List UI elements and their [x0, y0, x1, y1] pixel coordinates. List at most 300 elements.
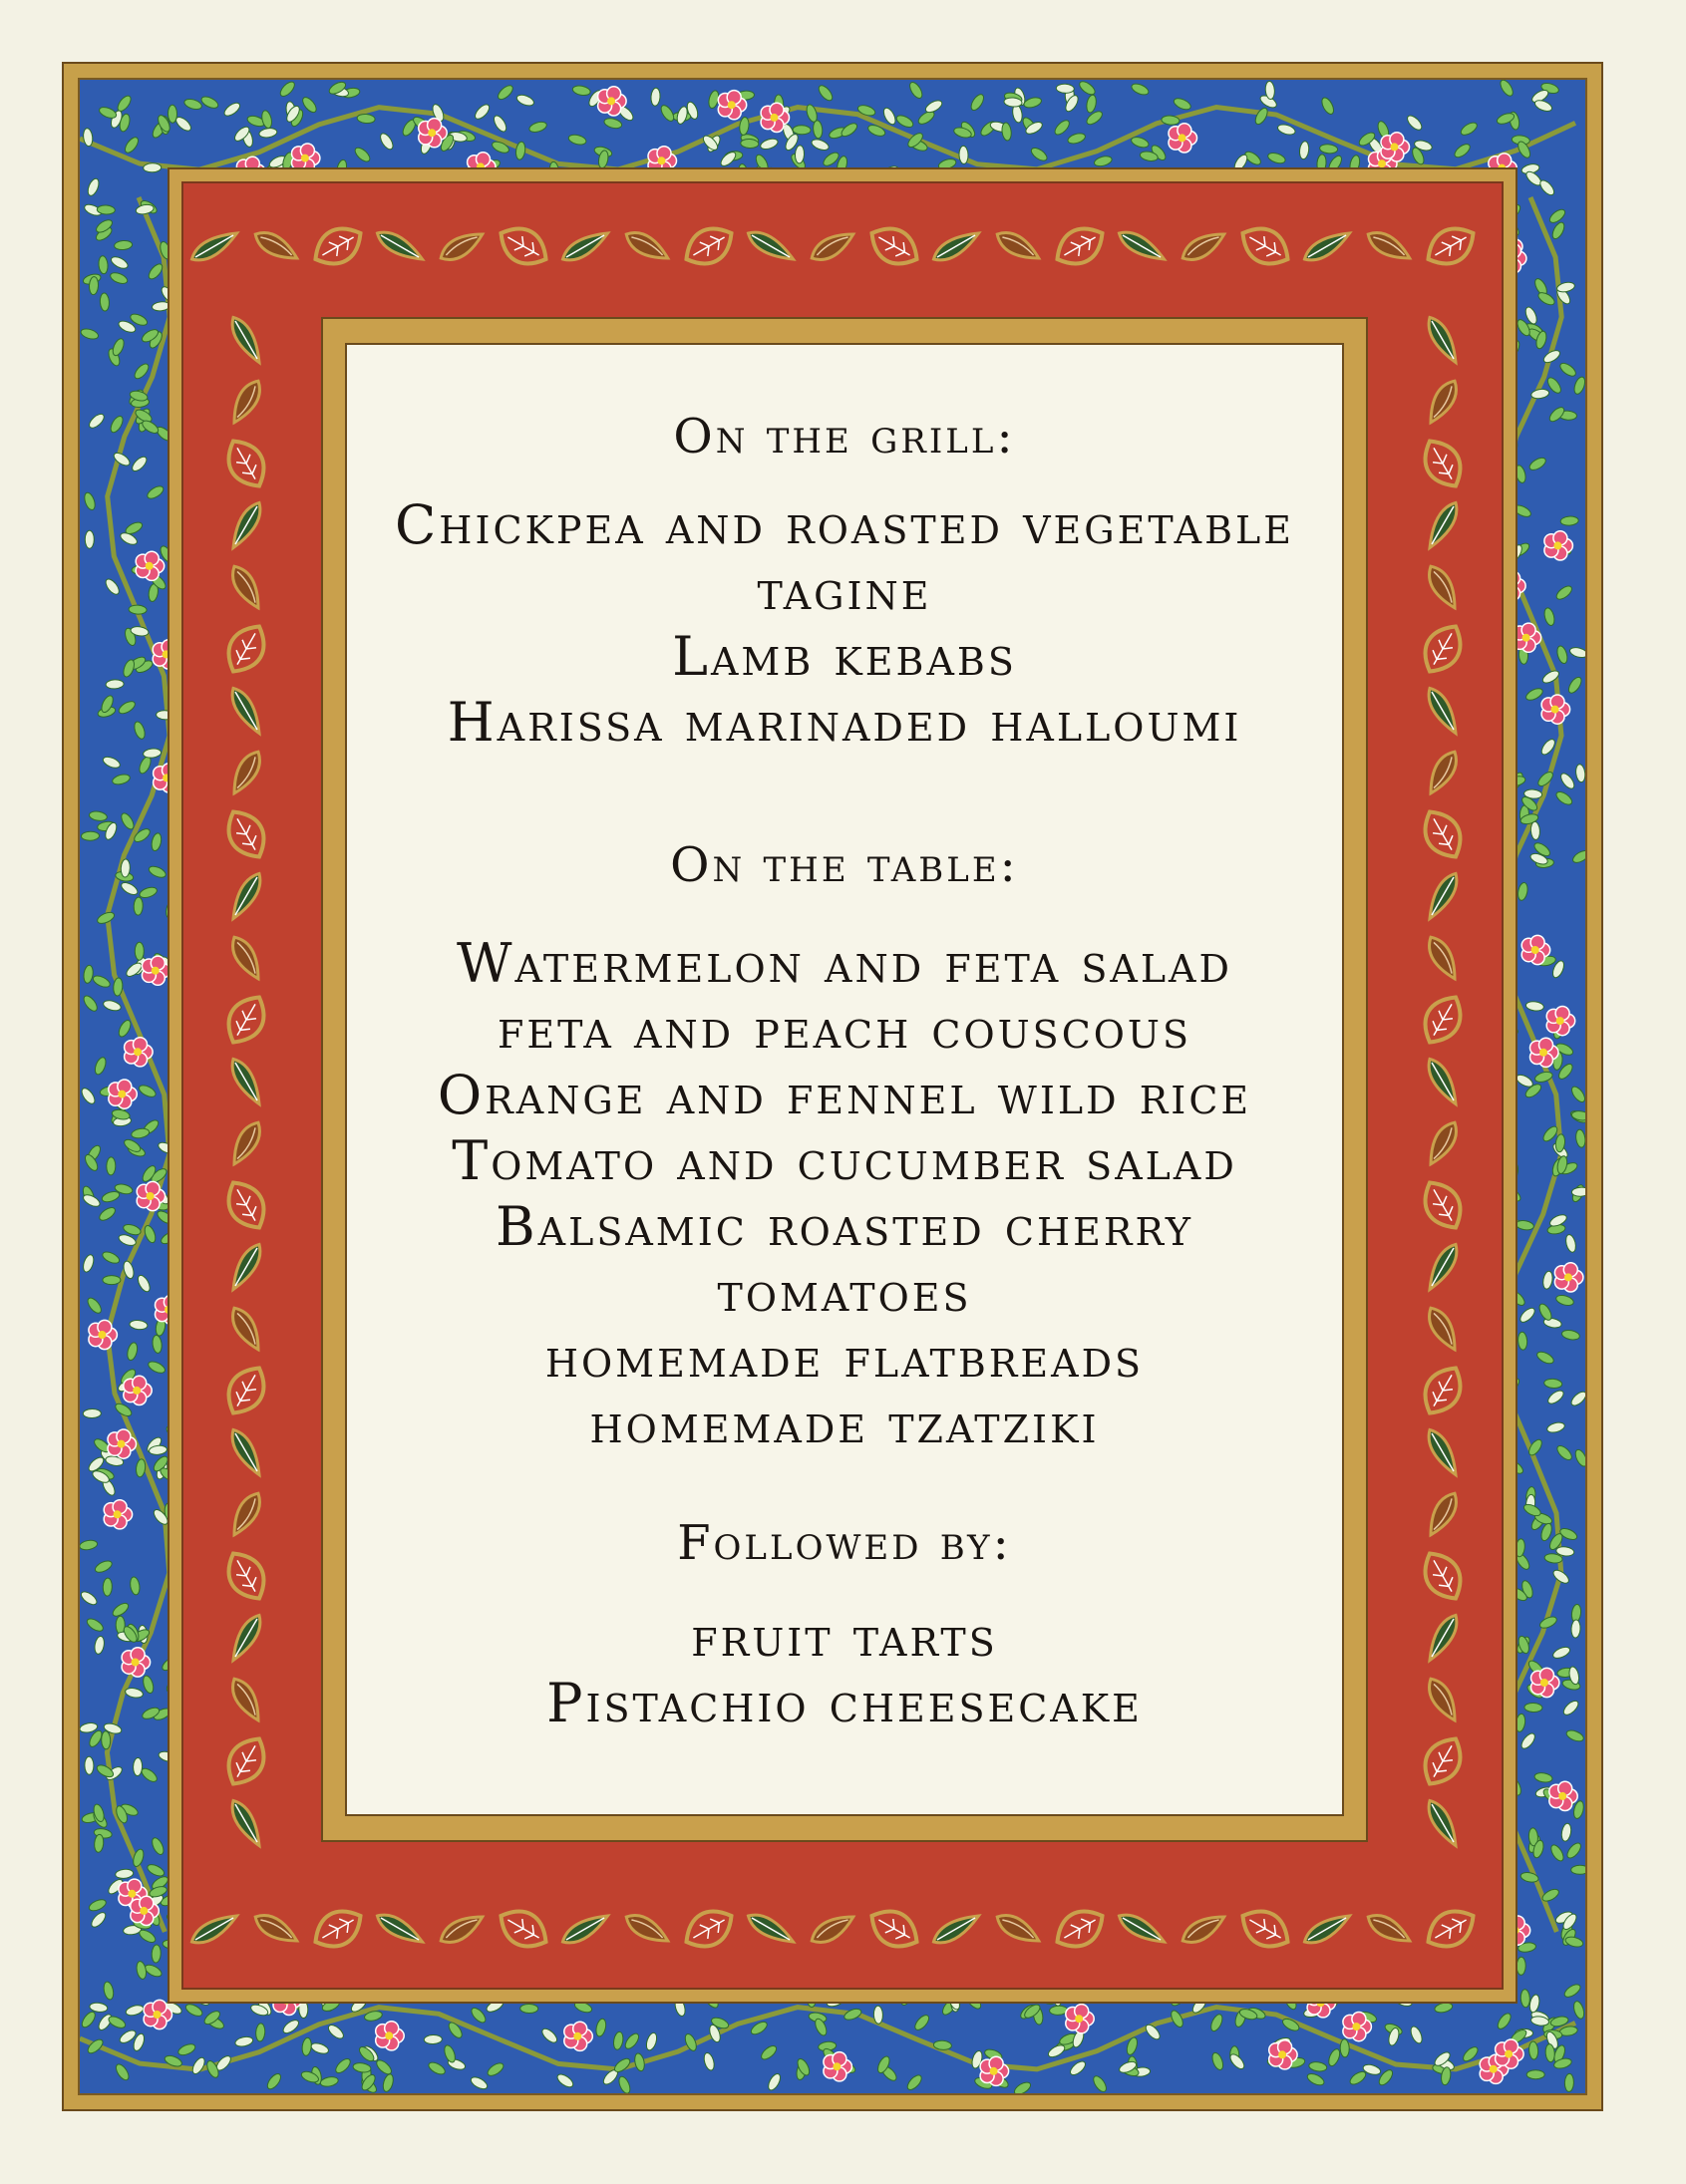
leaf-mark	[133, 362, 152, 381]
leaf-mark	[222, 101, 242, 119]
leaf-mark	[119, 811, 136, 831]
leaf-mark	[1543, 1379, 1562, 1390]
leaf-mark	[142, 1675, 156, 1695]
leaf-mark	[183, 98, 203, 112]
ornament-leaf-icon	[437, 226, 488, 266]
ornament-leaf-icon	[1423, 1304, 1463, 1355]
leaf-mark	[320, 2075, 339, 2087]
leaf-mark	[759, 137, 779, 151]
leaf-mark	[176, 2042, 196, 2057]
leaf-mark	[873, 2006, 883, 2024]
leaf-mark	[1547, 207, 1567, 225]
ornament-leaf-icon	[493, 219, 554, 274]
leaf-mark	[114, 2062, 132, 2082]
leaf-mark	[1078, 80, 1098, 97]
leaf-mark	[1308, 2061, 1327, 2072]
ornament-leaf-icon	[863, 219, 925, 274]
leaf-mark	[101, 1250, 121, 1266]
leaf-mark	[469, 2075, 489, 2092]
leaf-mark	[1208, 2013, 1224, 2032]
leaf-mark	[136, 203, 155, 215]
leaf-mark	[88, 1898, 108, 1914]
flower-icon	[1381, 133, 1410, 161]
leaf-mark	[1575, 1129, 1585, 1148]
leaf-mark	[129, 1576, 141, 1595]
leaf-mark	[1348, 2069, 1368, 2087]
leaf-mark	[1572, 2000, 1585, 2020]
leaf-mark	[120, 880, 140, 897]
leaf-mark	[1568, 646, 1585, 659]
ornament-leaf-icon	[1300, 226, 1353, 266]
leaf-mark	[1558, 361, 1578, 379]
leaf-mark	[106, 679, 124, 689]
ornament-leaf-icon	[219, 1360, 274, 1421]
leaf-mark	[1560, 1823, 1572, 1842]
leaf-mark	[1299, 141, 1310, 159]
leaf-mark	[1519, 1871, 1538, 1884]
leaf-mark	[813, 120, 824, 139]
leaf-mark	[138, 1928, 158, 1945]
ornament-leaf-icon	[373, 226, 426, 266]
ornament-leaf-icon	[187, 226, 240, 266]
leaf-mark	[114, 240, 133, 251]
ornament-leaf-icon	[226, 377, 266, 428]
ornament-leaf-icon	[219, 1730, 274, 1792]
leaf-mark	[1537, 1302, 1554, 1322]
leaf-mark	[1068, 2059, 1088, 2077]
menu-item: homemade flatbreads	[544, 1327, 1145, 1390]
flower-icon	[104, 1500, 132, 1529]
flower-icon	[1541, 695, 1570, 724]
ornament-leaf-icon	[187, 1909, 240, 1949]
leaf-mark	[1517, 882, 1528, 901]
leaf-mark	[101, 1731, 111, 1749]
ornament-leaf-icon	[1423, 1675, 1463, 1725]
leaf-mark	[109, 271, 129, 286]
section-heading: Followed by:	[677, 1515, 1012, 1571]
leaf-mark	[103, 1276, 121, 1285]
leaf-mark	[109, 415, 126, 435]
leaf-mark	[1565, 1728, 1585, 1743]
flower-icon	[824, 2052, 852, 2081]
leaf-mark	[843, 2007, 862, 2022]
ornament-leaf-icon	[622, 1909, 673, 1949]
menu-item: fruit tarts	[691, 1606, 998, 1669]
leaf-mark	[152, 1335, 163, 1354]
leaf-mark	[353, 146, 372, 164]
leaf-mark	[146, 483, 166, 500]
ornament-leaf-icon	[226, 748, 266, 798]
leaf-mark	[1551, 1645, 1571, 1661]
leaf-mark	[1555, 645, 1569, 665]
ornament-leaf-icon	[678, 219, 740, 274]
leaf-mark	[1306, 2071, 1326, 2087]
ornament-leaf-icon	[226, 1489, 266, 1540]
leaf-mark	[1453, 142, 1473, 159]
leaf-mark	[95, 1763, 115, 1780]
leaf-mark	[1130, 82, 1150, 97]
leaf-mark	[1573, 1448, 1585, 1468]
leaf-mark	[1327, 2047, 1342, 2067]
leaf-mark	[907, 80, 924, 100]
leaf-mark	[817, 84, 835, 104]
leaf-mark	[352, 2061, 371, 2073]
ornament-leaf-icon	[1420, 219, 1482, 274]
leaf-mark	[594, 2018, 607, 2037]
leaf-mark	[136, 1961, 148, 1980]
ornament-leaf-icon	[744, 226, 797, 266]
leaf-mark	[150, 1836, 166, 1856]
leaf-mark	[702, 2051, 716, 2071]
leaf-mark	[136, 1458, 147, 1477]
leaf-mark	[1266, 152, 1286, 165]
leaf-mark	[255, 2024, 265, 2042]
leaf-mark	[98, 105, 118, 120]
flower-icon	[124, 1376, 152, 1404]
leaf-mark	[89, 1910, 108, 1929]
leaf-mark	[1093, 155, 1113, 167]
flower-icon	[1544, 531, 1573, 560]
leaf-mark	[659, 104, 677, 124]
ornament-leaf-icon	[219, 618, 274, 680]
leaf-mark	[894, 114, 914, 130]
menu-item: Orange and fennel wild rice	[437, 1064, 1252, 1126]
leaf-mark	[1526, 2070, 1544, 2079]
ornament-leaf-icon	[437, 1909, 488, 1949]
ornament-leaf-icon	[1423, 377, 1463, 428]
leaf-mark	[138, 1084, 158, 1099]
leaf-mark	[133, 721, 147, 741]
ornament-leaf-icon	[219, 1545, 274, 1607]
leaf-mark	[1012, 2080, 1032, 2093]
ornament-leaf-icon	[219, 989, 274, 1051]
leaf-mark	[496, 83, 514, 102]
ornament-leaf-icon	[1115, 1909, 1168, 1949]
leaf-mark	[86, 1296, 104, 1316]
ornament-leaf-icon	[1234, 219, 1296, 274]
leaf-mark	[85, 1756, 94, 1774]
leaf-mark	[1542, 607, 1555, 627]
leaf-mark	[1575, 764, 1585, 782]
leaf-mark	[1527, 456, 1547, 472]
leaf-mark	[443, 2043, 458, 2063]
leaf-mark	[125, 2004, 145, 2018]
leaf-mark	[1130, 136, 1150, 150]
ornament-leaf-icon	[1423, 684, 1463, 737]
leaf-mark	[1560, 515, 1579, 525]
leaf-mark	[83, 1408, 101, 1417]
leaf-mark	[1561, 1699, 1580, 1717]
ornament-leaf-icon	[1416, 803, 1471, 865]
leaf-mark	[969, 93, 986, 113]
leaf-mark	[1405, 114, 1424, 133]
leaf-mark	[1340, 2039, 1350, 2057]
ornament-leaf-icon	[1300, 1909, 1353, 1949]
leaf-mark	[811, 138, 831, 153]
leaf-mark	[492, 114, 508, 134]
menu-item: Lamb kebabs	[672, 625, 1017, 688]
ornament-leaf-icon	[1423, 1489, 1463, 1540]
leaf-mark	[86, 177, 101, 197]
flower-icon	[1554, 1263, 1583, 1292]
leaf-mark	[103, 1578, 113, 1596]
leaf-mark	[1319, 144, 1338, 155]
leaf-mark	[1091, 2074, 1109, 2093]
leaf-mark	[136, 1274, 153, 1294]
ornament-leaf-icon	[226, 1240, 266, 1293]
ornament-leaf-icon	[373, 1909, 426, 1949]
leaf-mark	[1519, 1731, 1537, 1751]
leaf-mark	[1548, 1843, 1565, 1863]
ornament-leaf-icon	[226, 562, 266, 613]
leaf-mark	[117, 699, 137, 716]
leaf-mark	[1276, 123, 1296, 137]
leaf-mark	[1524, 686, 1544, 702]
ornament-leaf-icon	[1416, 1174, 1471, 1236]
flower-icon	[109, 1080, 138, 1108]
leaf-mark	[1515, 1073, 1534, 1090]
leaf-mark	[1029, 146, 1049, 163]
leaf-mark	[1572, 376, 1585, 396]
leaf-mark	[148, 864, 168, 880]
menu-item: Balsamic roasted cherry	[495, 1195, 1194, 1258]
leaf-mark	[469, 2006, 488, 2025]
leaf-mark	[126, 1342, 139, 1362]
leaf-mark	[89, 2002, 108, 2013]
leaf-mark	[374, 2057, 393, 2076]
leaf-mark	[427, 2060, 447, 2077]
leaf-mark	[603, 117, 623, 130]
leaf-mark	[89, 810, 108, 822]
leaf-mark	[144, 162, 162, 172]
leaf-mark	[134, 897, 144, 915]
leaf-mark	[80, 1589, 99, 1607]
menu-item: tomatoes	[717, 1261, 972, 1324]
flower-icon	[1066, 2005, 1094, 2033]
leaf-mark	[540, 2027, 559, 2045]
ornament-leaf-icon	[1423, 498, 1463, 551]
ornament-leaf-icon	[226, 1675, 266, 1725]
flower-icon	[89, 1320, 118, 1349]
leaf-mark	[85, 530, 94, 548]
ornament-leaf-icon	[226, 1055, 266, 1107]
flower-icon	[564, 2022, 593, 2050]
leaf-mark	[98, 255, 109, 274]
leaf-mark	[83, 965, 94, 984]
leaf-mark	[905, 2073, 924, 2092]
leaf-mark	[133, 1757, 143, 1775]
leaf-mark	[1550, 220, 1566, 240]
flower-icon	[122, 1648, 151, 1677]
leaf-mark	[146, 1862, 166, 1878]
menu-panel	[345, 343, 1344, 1816]
ornament-leaf-icon	[1423, 1055, 1463, 1107]
leaf-mark	[234, 2035, 253, 2048]
menu-item: Watermelon and feta salad	[457, 932, 1232, 995]
leaf-mark	[265, 2071, 283, 2091]
leaf-mark	[129, 605, 147, 615]
leaf-mark	[333, 2056, 352, 2075]
leaf-mark	[528, 120, 548, 134]
leaf-mark	[555, 2072, 575, 2090]
ornament-leaf-icon	[226, 1304, 266, 1355]
ornament-leaf-icon	[226, 1611, 266, 1664]
leaf-mark	[1530, 388, 1549, 400]
leaf-mark	[147, 1360, 167, 1376]
menu-item: homemade tzatziki	[589, 1393, 1100, 1455]
leaf-mark	[117, 1019, 133, 1039]
leaf-mark	[94, 1834, 105, 1853]
section-on-the-table	[347, 835, 1342, 1457]
leaf-mark	[424, 2034, 442, 2044]
menu-item: Chickpea and roasted vegetable	[394, 493, 1294, 556]
leaf-mark	[1053, 118, 1072, 137]
leaf-mark	[612, 2031, 624, 2050]
leaf-mark	[139, 885, 159, 899]
leaf-mark	[1533, 1771, 1552, 1783]
leaf-mark	[675, 106, 689, 126]
leaf-mark	[1496, 2012, 1514, 2031]
leaf-mark	[110, 254, 130, 270]
leaf-mark	[623, 2031, 641, 2051]
leaf-mark	[1564, 1234, 1577, 1254]
leaf-mark	[739, 117, 750, 136]
leaf-mark	[1564, 1935, 1584, 1948]
ornament-leaf-icon	[1423, 1796, 1463, 1849]
ornament-leaf-icon	[1416, 618, 1471, 680]
ornament-leaf-icon	[1049, 219, 1111, 274]
leaf-mark	[1320, 96, 1336, 116]
flower-icon	[1496, 2039, 1524, 2068]
leaf-mark	[357, 114, 376, 125]
ornament-leaf-icon	[307, 1902, 369, 1957]
leaf-mark	[486, 2060, 506, 2078]
leaf-mark	[81, 831, 99, 841]
leaf-mark	[310, 2041, 330, 2055]
leaf-mark	[1409, 2025, 1425, 2044]
leaf-mark	[1566, 675, 1584, 695]
ornament-leaf-icon	[744, 1909, 797, 1949]
ornament-leaf-icon	[251, 1909, 302, 1949]
leaf-mark	[87, 412, 106, 431]
menu-item: tagine	[757, 559, 932, 622]
leaf-mark	[1546, 1420, 1566, 1433]
leaf-mark	[1554, 584, 1574, 602]
menu-item: Tomato and cucumber salad	[452, 1129, 1237, 1192]
leaf-mark	[301, 2037, 312, 2056]
ornament-leaf-icon	[1416, 1545, 1471, 1607]
leaf-mark	[473, 102, 492, 121]
leaf-mark	[1517, 1957, 1525, 1975]
leaf-mark	[1554, 789, 1574, 807]
leaf-mark	[1517, 1332, 1527, 1351]
leaf-mark	[102, 755, 122, 770]
leaf-mark	[633, 2052, 646, 2071]
ornament-leaf-icon	[226, 313, 266, 366]
ornament-leaf-icon	[1416, 989, 1471, 1051]
leaf-mark	[1562, 1982, 1582, 2000]
section-heading: On the table:	[670, 837, 1019, 893]
leaf-mark	[1564, 2073, 1574, 2091]
leaf-mark	[152, 1945, 162, 1963]
ornament-leaf-icon	[226, 1425, 266, 1478]
ornament-leaf-icon	[1416, 433, 1471, 494]
leaf-mark	[125, 1687, 144, 1699]
leaf-mark	[1067, 132, 1087, 146]
ornament-leaf-icon	[219, 433, 274, 494]
ornament-leaf-icon	[1423, 1118, 1463, 1169]
leaf-mark	[184, 2002, 204, 2018]
leaf-mark	[129, 1320, 148, 1331]
leaf-mark	[1001, 123, 1012, 142]
leaf-mark	[1535, 1350, 1555, 1366]
menu-item: Harissa marinaded halloumi	[447, 691, 1242, 754]
leaf-mark	[1540, 1887, 1560, 1904]
leaf-mark	[1253, 106, 1270, 126]
leaf-mark	[123, 136, 141, 156]
leaf-mark	[103, 999, 123, 1013]
ornament-leaf-icon	[993, 1909, 1044, 1949]
section-followed-by	[347, 1513, 1342, 1736]
flower-icon	[1549, 1781, 1577, 1810]
ornament-leaf-icon	[1423, 933, 1463, 984]
leaf-mark	[572, 85, 591, 97]
ornament-leaf-icon	[558, 226, 611, 266]
leaf-mark	[1516, 1219, 1534, 1231]
leaf-mark	[381, 2073, 395, 2093]
ornament-leaf-icon	[1423, 869, 1463, 922]
leaf-mark	[300, 95, 318, 115]
flower-icon	[1169, 124, 1197, 153]
leaf-mark	[82, 994, 100, 1014]
leaf-mark	[1085, 94, 1097, 113]
ornament-leaf-icon	[558, 1909, 611, 1949]
leaf-mark	[104, 577, 122, 597]
leaf-mark	[199, 95, 219, 111]
leaf-mark	[83, 128, 94, 147]
leaf-mark	[116, 1616, 125, 1634]
leaf-mark	[1555, 1294, 1575, 1308]
menu-item: Pistachio cheesecake	[546, 1672, 1143, 1734]
ornament-leaf-icon	[226, 869, 266, 922]
ornament-leaf-icon	[1423, 1611, 1463, 1664]
leaf-mark	[1571, 848, 1585, 865]
menu-item: feta and peach couscous	[497, 998, 1191, 1061]
leaf-mark	[103, 1981, 116, 2000]
ornament-leaf-icon	[226, 498, 266, 551]
flower-icon	[376, 2022, 405, 2050]
leaf-mark	[1571, 1865, 1585, 1874]
leaf-mark	[82, 1253, 96, 1273]
leaf-mark	[766, 2072, 783, 2092]
ornament-leaf-icon	[226, 933, 266, 984]
ornament-leaf-icon	[808, 226, 858, 266]
leaf-mark	[85, 1617, 105, 1634]
leaf-mark	[1546, 1389, 1566, 1406]
leaf-mark	[1517, 1306, 1536, 1325]
flower-icon	[136, 551, 165, 580]
ornament-leaf-icon	[1416, 1360, 1471, 1421]
leaf-mark	[1528, 1994, 1541, 2013]
leaf-mark	[80, 327, 100, 341]
leaf-mark	[644, 2031, 658, 2051]
leaf-mark	[1023, 96, 1043, 110]
section-heading: On the grill:	[673, 409, 1016, 465]
ornament-leaf-icon	[1179, 1909, 1229, 1949]
ornament-leaf-icon	[1423, 313, 1463, 366]
ornament-leaf-icon	[622, 226, 673, 266]
ornament-leaf-icon	[1364, 1909, 1415, 1949]
